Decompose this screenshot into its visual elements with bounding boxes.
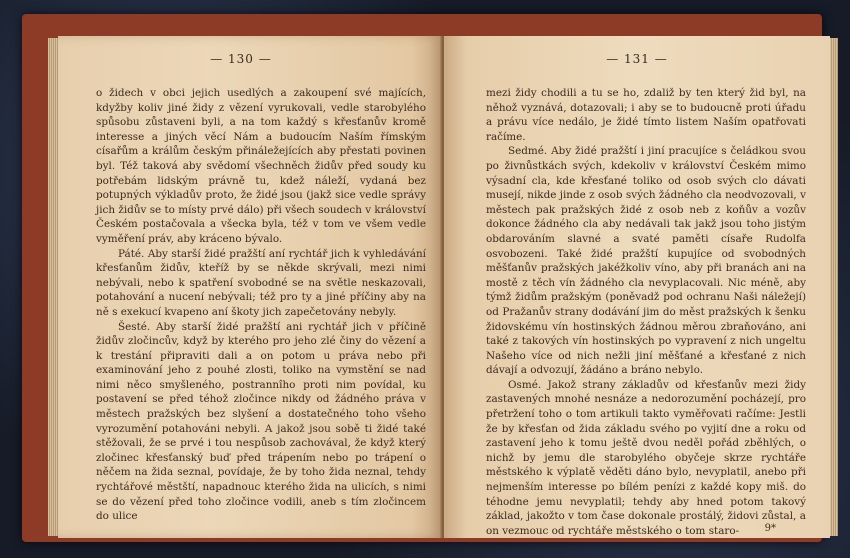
left-page-number: — 130 —	[210, 52, 272, 66]
paragraph: o židech v obci jejich usedlých a zakoupení své majících, kdyžby koliv jiné židy z vězení vyrukovali, vedle starobylého spůsobu zůstaveni byli, a na tom každý s křesťanův kromě interesse a jiných věcí Nám a budoucím Naším římským císařům a králům českým přináležejících aby přestati povinen byl. Též taková aby svědomí všechněch židův před soudy ku potřebám lidským právně tu, kdež náleží, vydaná bez potupných výkladův proto, že židé jsou (jakž sice vedle správy jich židův se to místy prvé dálo) při všech soudech v království Českém postačovala a všecka byla, též v tom ve všem vedle vyměření práv, aby kráceno bývalo.	[96, 87, 426, 245]
paragraph: Sedmé. Aby židé pražští i jiní pracujíce s čeládkou svou po živnůstkách svých, kdekoliv v království Českém mimo výsadní cla, kde křesťané toliko od osob svých clo dávati musejí, nikde jinde z osob svých žádného cla neodvozovali, v městech pak pražských židé z osob neb z koňův a vozův dokonce žádného cla aby nedávali tak jakž jsou toho jistým obdarováním slavné a svaté paměti císaře Rudolfa osvobozeni. Také židé pražští kupujíce od svobodných měšťanův pražských jakéžkoliv víno, aby při branách ani na mostě z těch vín žádného cla nevyplacovali. Nic méně, aby týmž židům pražským (poněvadž pod ochranu Naši náležejí) od Pražanův strany dodávání jim do měst pražských k šenku židovskému vín hostinských žádnou měrou zbraňováno, ani také z takových vín hostinských po vypravení z nich ungeltu Našeho více od nich nežli jiní měšťané a křesťané z nich dávají a odvozují, žádáno a bráno nebylo.	[486, 145, 806, 377]
left-page	[58, 36, 442, 538]
paragraph: Šesté. Aby starší židé pražští ani rychtář jich v příčině židův zločincův, když by kterého pro jeho zlé činy do vězení a k trestání připraviti dali a on potom u práva nebo při examinování jeho z pouhé zlosti, toliko na vymstění se nad nimi něco smyšleného, postrannîho proti nim povídal, ku postavení se před téhož zločince nikdy od žádného práva v městech pražských bez slyšení a dostatečného toho všeho vyrozumění potahováni nebyli. A jakož jsou sobě ti židé také stěžovali, že se prvé i tou nespůsob zachovával, že když který zločinec křesťanský buď před trápením nebo po trápení o něčem na žida seznal, povídaje, že by toho žida neznal, tehdy rychtářové městští, napadnouc kterého žida na ulicích, s nimi se do vězení před toho zločince vodili, aneb s tím zločincem do ulice	[96, 320, 426, 523]
right-page	[444, 36, 830, 538]
paragraph: mezi židy chodili a tu se ho, zdaliž by ten který žid byl, na něhož vyznává, dotazovali; i aby se to budoucně proti úřadu a právu více nedálo, je židé tímto listem Naším opatřovati račíme.	[486, 87, 806, 143]
right-page-text	[486, 86, 806, 538]
right-page-number: — 131 —	[606, 52, 668, 66]
paragraph: Osmé. Jakož strany základův od křesťanův mezi židy zastavených mnohé nesnáze a nedorozumění pocházejí, pro přetržení toho o tom artikuli takto vyměřovati račíme: Jestli že by křesťan od žida základu svého po vyjití dne a roku od zastavení jeho k tomu ještě dvou neděl pořád zběhlých, o nichž by jemu dle starobylého obyčeje skrze rychtáře městského k výplatě věděti dáno bylo, nevyplatil, anebo při nejmenším interesse po bílém penízi z každé kopy miš. do téhodne jemu nevyplatil; tehdy aby hned potom takový základ, jakožto v tom čase dokonale prostálý, židovi zůstal, a on vezmouc od rychtáře městského o tom staro-	[486, 378, 806, 537]
signature-mark: 9*	[764, 523, 776, 534]
open-book	[22, 14, 822, 542]
left-page-text	[96, 86, 426, 524]
paragraph: Páté. Aby starší židé pražští aní rychtář jich k vyhledávání křesťanům židův, kteříž by se někde skrývali, mezi nimi nebývali, nebo k spatření svobodné se na světle neskazovali, potahování a nucení nebývali; též pro ty a jiné příčiny aby na ně s exekucí kvapeno aní škoty jich zapečetovány nebyly.	[96, 247, 426, 318]
